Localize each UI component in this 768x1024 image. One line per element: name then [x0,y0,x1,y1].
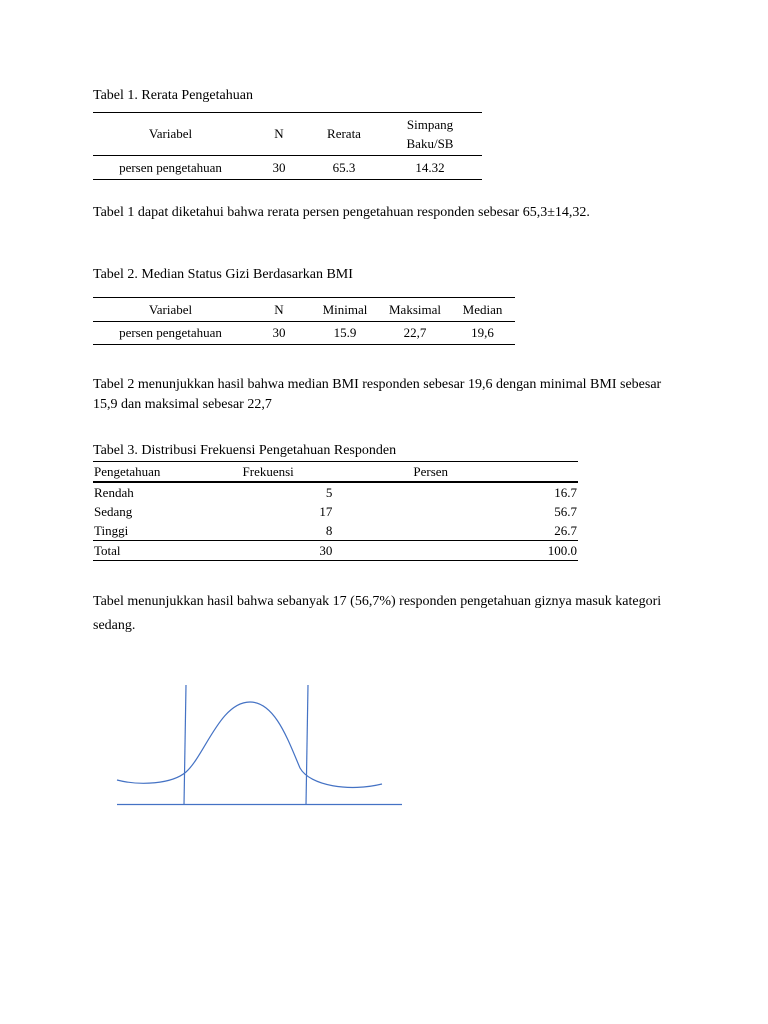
table-row [93,322,515,345]
table3-header-frekuensi: Frekuensi [242,463,294,479]
table3-cell-persen: 26.7 [554,522,577,538]
table2-header-variabel: Variabel [148,301,193,317]
table2-caption: Tabel 2. Median Status Gizi Berdasarkan BMI [93,267,353,282]
paragraph-3: Tabel menunjukkan hasil bahwa sebanyak 17 (56,7%) responden pengetahuan giznya masuk kategori sedang. [93,594,662,633]
table-row [93,482,578,502]
table-row [93,521,578,541]
table1-cell-variabel: persen pengetahuan [119,159,222,175]
table2-cell-maksimal: 22,7 [403,325,427,340]
table3-cell-kategori: Tinggi [94,522,129,538]
table3-total-row [93,541,578,561]
table2-cell-n: 30 [272,325,286,340]
table2-header-median: Median [462,301,503,317]
table3-cell-kategori: Sedang [94,503,133,519]
table3-cell-frekuensi: 5 [325,484,333,500]
table1-header-n: N [274,126,284,141]
table2-header-minimal: Minimal [322,301,368,317]
bell-curve-figure [110,680,410,810]
left-boundary-line [184,685,186,805]
table3-header-pengetahuan: Pengetahuan [94,463,161,479]
table1-cell-n: 30 [272,159,286,175]
paragraph-2: Tabel 2 menunjukkan hasil bahwa median BMI responden sebesar 19,6 dengan minimal BMI sebesar 15,9 dan maksimal sebesar 22,7 [93,377,662,412]
table3-cell-persen: 56.7 [554,503,577,519]
table2 [93,297,515,345]
table1-header-variabel: Variabel [148,126,193,141]
table-row [93,502,578,521]
table1 [93,112,482,180]
table2-header-n: N [274,301,284,317]
table1-header-simpang-baku: Simpang Baku/SB [406,117,454,151]
table2-cell-variabel: persen pengetahuan [119,325,222,340]
table3-total-persen: 100.0 [547,542,577,558]
table3 [93,461,578,561]
table3-cell-persen: 16.7 [554,484,577,500]
table1-cell-sb: 14.32 [415,159,445,175]
table1-caption: Tabel 1. Rerata Pengetahuan [93,88,253,103]
table3-total-label: Total [94,542,121,558]
table-row [93,156,482,180]
table2-cell-minimal: 15.9 [333,325,357,340]
bell-curve [117,702,382,787]
table3-cell-frekuensi: 17 [319,503,333,519]
table1-cell-rerata: 65.3 [332,159,356,175]
table3-cell-kategori: Rendah [94,484,134,500]
table3-header-spacer [482,462,578,483]
paragraph-1: Tabel 1 dapat diketahui bahwa rerata persen pengetahuan responden sebesar 65,3±14,32. [93,205,590,220]
table3-total-frekuensi: 30 [319,542,333,558]
table3-header-persen: Persen [413,463,449,479]
table1-header-rerata: Rerata [327,126,361,141]
right-boundary-line [306,685,308,805]
table2-cell-median: 19,6 [471,325,494,340]
table3-cell-frekuensi: 8 [325,522,333,538]
table2-header-maksimal: Maksimal [389,301,441,317]
table3-caption: Tabel 3. Distribusi Frekuensi Pengetahuan Responden [93,443,397,458]
